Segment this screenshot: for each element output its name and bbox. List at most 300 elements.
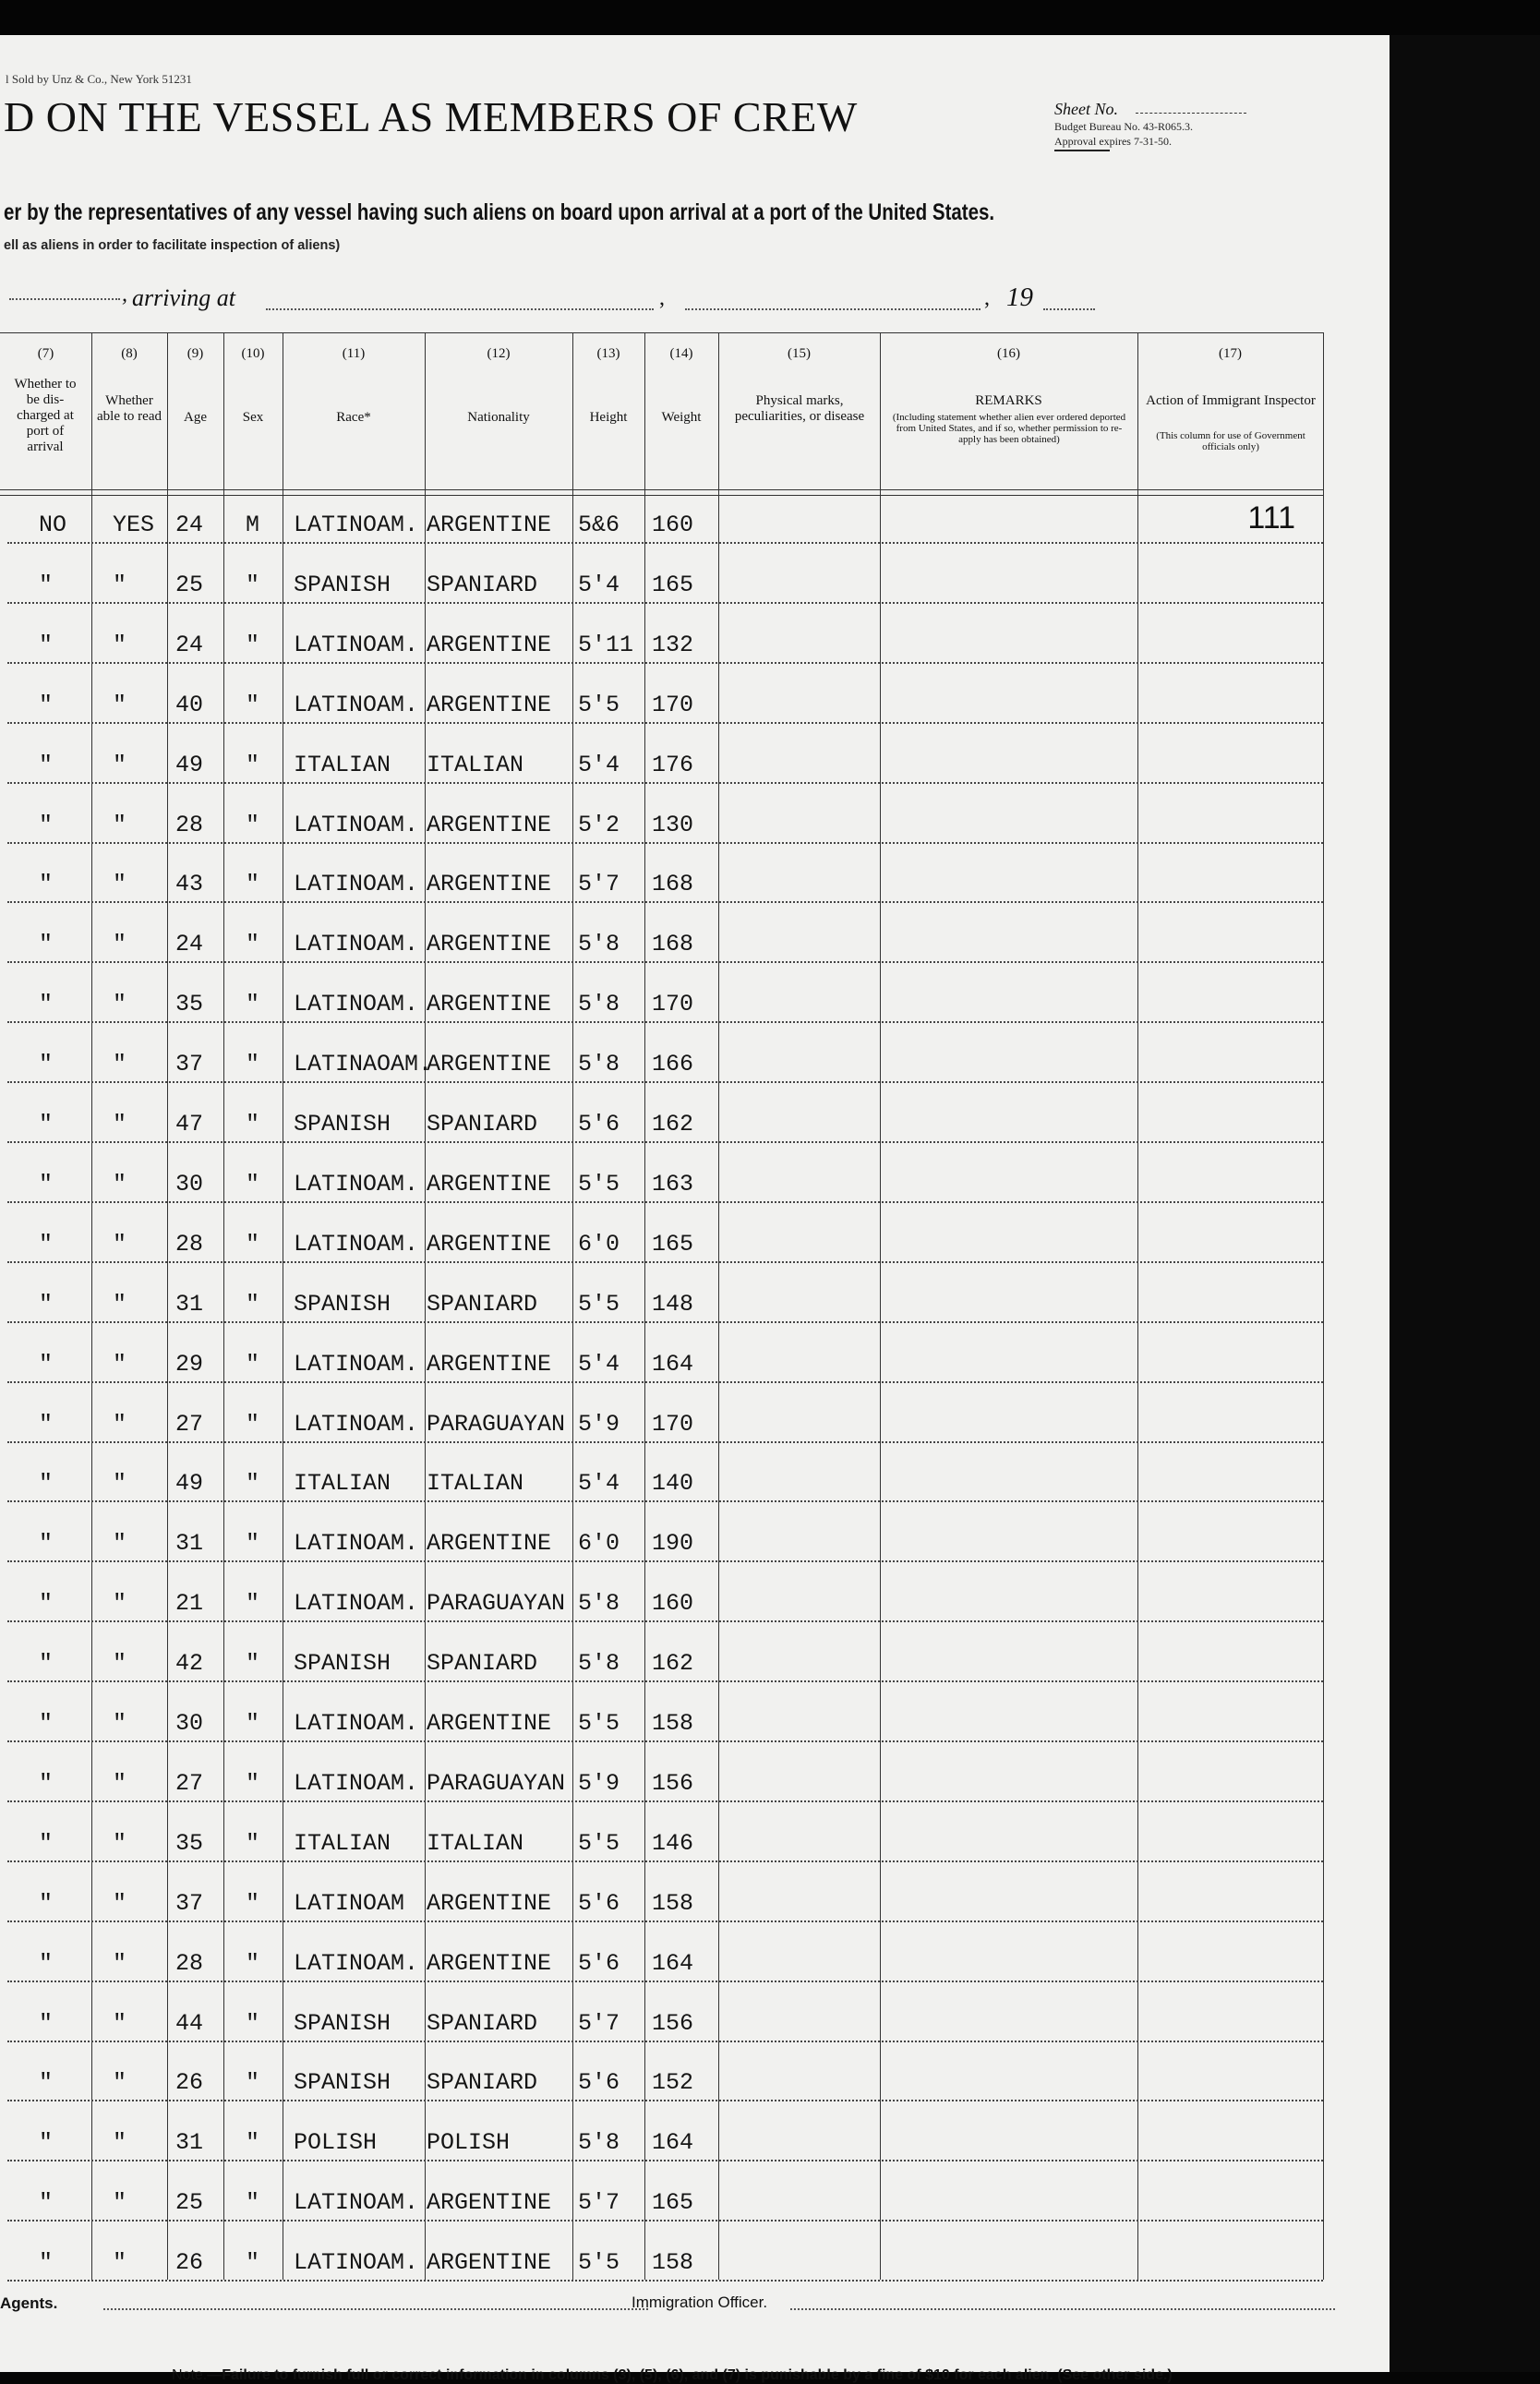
sex-cell: " <box>246 1470 260 1498</box>
discharge-cell: " <box>39 2189 54 2217</box>
row-rule <box>7 2160 1323 2161</box>
height-cell: 6'0 <box>578 1530 620 1558</box>
sex-cell: " <box>246 1769 260 1797</box>
race-cell: LATINOAM. <box>294 871 419 898</box>
printer-credit: l Sold by Unz & Co., New York 51231 <box>6 72 192 86</box>
height-cell: 5'8 <box>578 2129 620 2157</box>
discharge-cell: " <box>39 1650 54 1678</box>
weight-cell: 163 <box>652 1170 694 1198</box>
row-rule <box>7 2041 1323 2042</box>
table-header-rule-double <box>0 495 1323 496</box>
table-row <box>0 2234 1323 2294</box>
discharge-cell: " <box>39 1470 54 1498</box>
punctuation: , <box>122 283 127 307</box>
column-number: (13) <box>596 346 620 361</box>
weight-cell: 156 <box>652 1769 694 1797</box>
race-cell: LATINOAM. <box>294 1170 419 1198</box>
age-cell: 27 <box>175 1410 204 1438</box>
race-cell: LATINOAM. <box>294 931 419 958</box>
height-cell: 5'6 <box>578 1949 620 1977</box>
race-cell: LATINOAM. <box>294 691 419 718</box>
weight-cell: 158 <box>652 2249 694 2277</box>
age-cell: 43 <box>175 871 204 898</box>
height-cell: 5'8 <box>578 931 620 958</box>
sex-cell: " <box>246 2129 260 2157</box>
nationality-cell: POLISH <box>427 2129 511 2157</box>
able-to-read-cell: " <box>113 2009 127 2037</box>
row-rule <box>7 2100 1323 2101</box>
age-cell: 24 <box>175 512 204 538</box>
sex-cell: " <box>246 1111 260 1138</box>
sex-cell: " <box>246 931 260 958</box>
punctuation: , <box>984 286 990 310</box>
row-rule <box>7 542 1323 544</box>
header-age: Age <box>184 410 207 425</box>
sex-cell: " <box>246 2009 260 2037</box>
column-number: (17) <box>1219 346 1242 361</box>
nationality-cell: ARGENTINE <box>427 931 552 958</box>
race-cell: SPANISH <box>294 571 391 598</box>
nationality-cell: ARGENTINE <box>427 1230 552 1258</box>
row-rule <box>7 1141 1323 1143</box>
height-cell: 5'4 <box>578 1470 620 1498</box>
row-rule <box>7 1560 1323 1562</box>
table-row <box>0 1635 1323 1695</box>
able-to-read-cell: " <box>113 1290 127 1318</box>
race-cell: LATINOAM. <box>294 1710 419 1737</box>
column-number: (9) <box>186 346 204 361</box>
height-cell: 5'6 <box>578 1889 620 1917</box>
able-to-read-cell: " <box>113 1769 127 1797</box>
year-blank <box>1043 308 1095 310</box>
age-cell: 24 <box>175 931 204 958</box>
row-rule <box>7 602 1323 604</box>
age-cell: 49 <box>175 1470 204 1498</box>
height-cell: 5'5 <box>578 2249 620 2277</box>
table-row <box>0 1276 1323 1336</box>
sheet-number-blank <box>1136 113 1246 114</box>
nationality-cell: PARAGUAYAN <box>427 1590 566 1618</box>
discharge-cell: " <box>39 871 54 898</box>
weight-cell: 165 <box>652 2189 694 2217</box>
row-rule <box>7 1500 1323 1502</box>
nationality-cell: ARGENTINE <box>427 631 552 658</box>
age-cell: 21 <box>175 1590 204 1618</box>
sex-cell: " <box>246 1170 260 1198</box>
discharge-cell: " <box>39 1590 54 1618</box>
able-to-read-cell: " <box>113 691 127 718</box>
manifest-sheet <box>0 35 1390 2383</box>
table-row <box>0 1695 1323 1755</box>
row-rule <box>7 722 1323 724</box>
column-number: (8) <box>121 346 138 361</box>
height-cell: 5'6 <box>578 2069 620 2097</box>
footer-note <box>172 2367 1173 2384</box>
race-cell: LATINOAM. <box>294 1590 419 1618</box>
age-cell: 30 <box>175 1710 204 1737</box>
row-rule <box>7 2280 1323 2282</box>
row-rule <box>7 662 1323 664</box>
weight-cell: 164 <box>652 1949 694 1977</box>
nationality-cell: PARAGUAYAN <box>427 1410 566 1438</box>
able-to-read-cell: " <box>113 1949 127 1977</box>
discharge-cell: " <box>39 1829 54 1857</box>
able-to-read-cell: " <box>113 571 127 598</box>
age-cell: 29 <box>175 1350 204 1378</box>
inspector-action-cell: 111 <box>1247 500 1295 536</box>
age-cell: 37 <box>175 1889 204 1917</box>
row-rule <box>7 901 1323 903</box>
header-able-to-read: Whether able to read <box>97 393 162 424</box>
column-number: (16) <box>997 346 1020 361</box>
age-cell: 49 <box>175 751 204 778</box>
discharge-cell: " <box>39 991 54 1018</box>
able-to-read-cell: " <box>113 2189 127 2217</box>
weight-cell: 162 <box>652 1650 694 1678</box>
age-cell: 47 <box>175 1111 204 1138</box>
weight-cell: 140 <box>652 1470 694 1498</box>
date-blank <box>685 308 981 310</box>
discharge-cell: " <box>39 1949 54 1977</box>
weight-cell: 168 <box>652 871 694 898</box>
weight-cell: 130 <box>652 811 694 838</box>
row-rule <box>7 1800 1323 1802</box>
able-to-read-cell: " <box>113 1710 127 1737</box>
able-to-read-cell: " <box>113 1230 127 1258</box>
race-cell: LATINOAM. <box>294 2189 419 2217</box>
race-cell: ITALIAN <box>294 751 391 778</box>
height-cell: 5'7 <box>578 871 620 898</box>
race-cell: LATINOAM. <box>294 1769 419 1797</box>
age-cell: 26 <box>175 2249 204 2277</box>
race-cell: LATINOAM <box>294 1889 405 1917</box>
nationality-cell: ITALIAN <box>427 751 524 778</box>
height-cell: 5'4 <box>578 1350 620 1378</box>
row-rule <box>7 1860 1323 1862</box>
sheet-number-label: Sheet No. <box>1054 100 1118 118</box>
race-cell: ITALIAN <box>294 1829 391 1857</box>
able-to-read-cell: " <box>113 1530 127 1558</box>
nationality-cell: ARGENTINE <box>427 1949 552 1977</box>
agents-signature-line <box>103 2308 648 2310</box>
weight-cell: 158 <box>652 1889 694 1917</box>
header-race: Race* <box>336 410 371 425</box>
table-row <box>0 1096 1323 1156</box>
table-row <box>0 497 1323 557</box>
sex-cell: " <box>246 1530 260 1558</box>
height-cell: 5'11 <box>578 631 634 658</box>
note-text: —Failure to furnish full or correct information in columns (3), (5), (6), and (7) is punishable by a fine of $10 for each alien. (See other side.) <box>207 2367 1173 2383</box>
scan-border <box>1390 35 1540 2372</box>
race-cell: LATINOAM. <box>294 512 419 538</box>
discharge-cell: " <box>39 1710 54 1737</box>
race-cell: LATINOAM. <box>294 811 419 838</box>
table-row <box>0 1935 1323 1995</box>
nationality-cell: ARGENTINE <box>427 2249 552 2277</box>
height-cell: 5'5 <box>578 1710 620 1737</box>
height-cell: 5'9 <box>578 1769 620 1797</box>
immigration-officer-label: Immigration Officer. <box>632 2294 768 2311</box>
height-cell: 5'8 <box>578 991 620 1018</box>
discharge-cell: " <box>39 2249 54 2277</box>
height-cell: 5'7 <box>578 2009 620 2037</box>
table-row <box>0 797 1323 857</box>
age-cell: 28 <box>175 811 204 838</box>
row-rule <box>7 1441 1323 1443</box>
able-to-read-cell: " <box>113 1111 127 1138</box>
able-to-read-cell: " <box>113 1590 127 1618</box>
race-cell: SPANISH <box>294 1290 391 1318</box>
age-cell: 27 <box>175 1769 204 1797</box>
table-row <box>0 2054 1323 2114</box>
discharge-cell: NO <box>39 512 67 538</box>
punctuation: , <box>659 286 665 310</box>
able-to-read-cell: " <box>113 2129 127 2157</box>
nationality-cell: SPANIARD <box>427 571 538 598</box>
table-row <box>0 1396 1323 1456</box>
table-row <box>0 976 1323 1036</box>
able-to-read-cell: " <box>113 2249 127 2277</box>
header-weight: Weight <box>661 410 702 425</box>
sex-cell: " <box>246 631 260 658</box>
weight-cell: 160 <box>652 1590 694 1618</box>
height-cell: 5'8 <box>578 1650 620 1678</box>
sex-cell: " <box>246 1650 260 1678</box>
row-rule <box>7 1321 1323 1323</box>
nationality-cell: ARGENTINE <box>427 1350 552 1378</box>
discharge-cell: " <box>39 1111 54 1138</box>
nationality-cell: ARGENTINE <box>427 2189 552 2217</box>
agents-label: Agents. <box>0 2294 58 2312</box>
column-number: (10) <box>241 346 265 361</box>
column-number: (7) <box>37 346 54 361</box>
table-row <box>0 677 1323 737</box>
sex-cell: " <box>246 751 260 778</box>
weight-cell: 168 <box>652 931 694 958</box>
age-cell: 31 <box>175 1530 204 1558</box>
sex-cell: " <box>246 1590 260 1618</box>
age-cell: 44 <box>175 2009 204 2037</box>
weight-cell: 165 <box>652 1230 694 1258</box>
height-cell: 5'7 <box>578 2189 620 2217</box>
sex-cell: " <box>246 2249 260 2277</box>
able-to-read-cell: " <box>113 631 127 658</box>
form-title: D ON THE VESSEL AS MEMBERS OF CREW <box>4 93 858 140</box>
weight-cell: 170 <box>652 1410 694 1438</box>
row-rule <box>7 1740 1323 1742</box>
able-to-read-cell: " <box>113 1410 127 1438</box>
sex-cell: " <box>246 1829 260 1857</box>
header-inspector-action: Action of Immigrant Inspector <box>1146 393 1316 408</box>
age-cell: 28 <box>175 1230 204 1258</box>
able-to-read-cell: " <box>113 931 127 958</box>
row-rule <box>7 1201 1323 1203</box>
vessel-blank <box>9 298 120 300</box>
age-cell: 40 <box>175 691 204 718</box>
row-rule <box>7 1381 1323 1383</box>
row-rule <box>7 1021 1323 1023</box>
header-remarks: REMARKS <box>975 393 1042 408</box>
row-rule <box>7 1620 1323 1622</box>
column-number: (14) <box>669 346 693 361</box>
weight-cell: 158 <box>652 1710 694 1737</box>
form-instructions: er by the representatives of any vessel having such aliens on board upon arrival at a port of the United States. <box>4 199 995 225</box>
discharge-cell: " <box>39 2009 54 2037</box>
table-row <box>0 1156 1323 1216</box>
race-cell: LATINOAM. <box>294 1350 419 1378</box>
port-blank <box>266 308 654 310</box>
nationality-cell: ARGENTINE <box>427 1170 552 1198</box>
age-cell: 35 <box>175 1829 204 1857</box>
table-row <box>0 617 1323 677</box>
sex-cell: " <box>246 1051 260 1078</box>
race-cell: LATINOAM. <box>294 1230 419 1258</box>
table-row <box>0 1336 1323 1396</box>
nationality-cell: ARGENTINE <box>427 691 552 718</box>
sex-cell: " <box>246 2189 260 2217</box>
age-cell: 31 <box>175 2129 204 2157</box>
table-row <box>0 557 1323 617</box>
column-number: (11) <box>342 346 366 361</box>
table-row <box>0 1455 1323 1515</box>
discharge-cell: " <box>39 571 54 598</box>
weight-cell: 176 <box>652 751 694 778</box>
form-instructions-continued: ell as aliens in order to facilitate inspection of aliens) <box>4 238 341 253</box>
immigration-officer-signature-line <box>790 2308 1335 2310</box>
height-cell: 5'4 <box>578 751 620 778</box>
age-cell: 25 <box>175 571 204 598</box>
header-inspector-note: (This column for use of Government officials only) <box>1156 430 1305 452</box>
nationality-cell: ITALIAN <box>427 1470 524 1498</box>
header-height: Height <box>589 410 628 425</box>
height-cell: 5'8 <box>578 1590 620 1618</box>
able-to-read-cell: " <box>113 2069 127 2097</box>
sex-cell: " <box>246 1290 260 1318</box>
nationality-cell: ARGENTINE <box>427 1530 552 1558</box>
weight-cell: 170 <box>652 991 694 1018</box>
nationality-cell: ARGENTINE <box>427 871 552 898</box>
height-cell: 5'5 <box>578 1170 620 1198</box>
header-rule <box>1054 150 1110 151</box>
table-row <box>0 1216 1323 1276</box>
table-row <box>0 1515 1323 1575</box>
height-cell: 5'5 <box>578 1290 620 1318</box>
budget-bureau-number: Budget Bureau No. 43-R065.3. <box>1054 120 1193 133</box>
race-cell: LATINOAM. <box>294 631 419 658</box>
age-cell: 25 <box>175 2189 204 2217</box>
discharge-cell: " <box>39 1350 54 1378</box>
row-rule <box>7 2220 1323 2221</box>
nationality-cell: ARGENTINE <box>427 1051 552 1078</box>
nationality-cell: ITALIAN <box>427 1829 524 1857</box>
height-cell: 5'5 <box>578 1829 620 1857</box>
row-rule <box>7 1981 1323 1982</box>
column-divider <box>1323 332 1324 2280</box>
note-label: Note. <box>172 2367 208 2383</box>
row-rule <box>7 1261 1323 1263</box>
able-to-read-cell: " <box>113 1829 127 1857</box>
weight-cell: 160 <box>652 512 694 538</box>
able-to-read-cell: " <box>113 1051 127 1078</box>
table-row <box>0 1995 1323 2055</box>
discharge-cell: " <box>39 1769 54 1797</box>
nationality-cell: SPANIARD <box>427 2009 538 2037</box>
discharge-cell: " <box>39 1410 54 1438</box>
sex-cell: " <box>246 1350 260 1378</box>
column-number: (15) <box>788 346 811 361</box>
weight-cell: 166 <box>652 1051 694 1078</box>
discharge-cell: " <box>39 1530 54 1558</box>
row-rule <box>7 782 1323 784</box>
approval-expiry: Approval expires 7-31-50. <box>1054 135 1172 148</box>
able-to-read-cell: " <box>113 1170 127 1198</box>
table-header-rule <box>0 489 1323 490</box>
table-row <box>0 1755 1323 1815</box>
discharge-cell: " <box>39 631 54 658</box>
race-cell: SPANISH <box>294 2009 391 2037</box>
header-nationality: Nationality <box>467 410 530 425</box>
row-rule <box>7 1081 1323 1083</box>
weight-cell: 152 <box>652 2069 694 2097</box>
header-physical-marks: Physical marks, peculiarities, or disease <box>734 393 865 424</box>
arriving-at-label: arriving at <box>132 284 235 311</box>
sex-cell: " <box>246 691 260 718</box>
weight-cell: 132 <box>652 631 694 658</box>
race-cell: SPANISH <box>294 2069 391 2097</box>
weight-cell: 165 <box>652 571 694 598</box>
nationality-cell: SPANIARD <box>427 2069 538 2097</box>
discharge-cell: " <box>39 1290 54 1318</box>
nationality-cell: SPANIARD <box>427 1650 538 1678</box>
discharge-cell: " <box>39 931 54 958</box>
weight-cell: 148 <box>652 1290 694 1318</box>
able-to-read-cell: " <box>113 1350 127 1378</box>
table-row <box>0 1875 1323 1935</box>
row-rule <box>7 842 1323 844</box>
table-row <box>0 916 1323 976</box>
weight-cell: 190 <box>652 1530 694 1558</box>
nationality-cell: ARGENTINE <box>427 1889 552 1917</box>
sex-cell: " <box>246 1710 260 1737</box>
height-cell: 5'5 <box>578 691 620 718</box>
row-rule <box>7 1920 1323 1922</box>
discharge-cell: " <box>39 2129 54 2157</box>
able-to-read-cell: " <box>113 751 127 778</box>
sex-cell: " <box>246 1230 260 1258</box>
weight-cell: 156 <box>652 2009 694 2037</box>
sex-cell: M <box>246 512 260 538</box>
nationality-cell: PARAGUAYAN <box>427 1769 566 1797</box>
weight-cell: 170 <box>652 691 694 718</box>
nationality-cell: SPANIARD <box>427 1290 538 1318</box>
height-cell: 5'6 <box>578 1111 620 1138</box>
header-discharged: Whether to be dis- charged at port of arrival <box>14 377 77 454</box>
able-to-read-cell: " <box>113 1889 127 1917</box>
age-cell: 31 <box>175 1290 204 1318</box>
able-to-read-cell: " <box>113 811 127 838</box>
year-prefix: 19 <box>1006 283 1033 312</box>
discharge-cell: " <box>39 811 54 838</box>
height-cell: 5'9 <box>578 1410 620 1438</box>
nationality-cell: ARGENTINE <box>427 991 552 1018</box>
table-row <box>0 856 1323 916</box>
race-cell: LATINOAM. <box>294 1949 419 1977</box>
race-cell: LATINOAM. <box>294 1410 419 1438</box>
header-sex: Sex <box>242 410 264 425</box>
race-cell: LATINOAM. <box>294 1530 419 1558</box>
weight-cell: 164 <box>652 2129 694 2157</box>
able-to-read-cell: " <box>113 871 127 898</box>
